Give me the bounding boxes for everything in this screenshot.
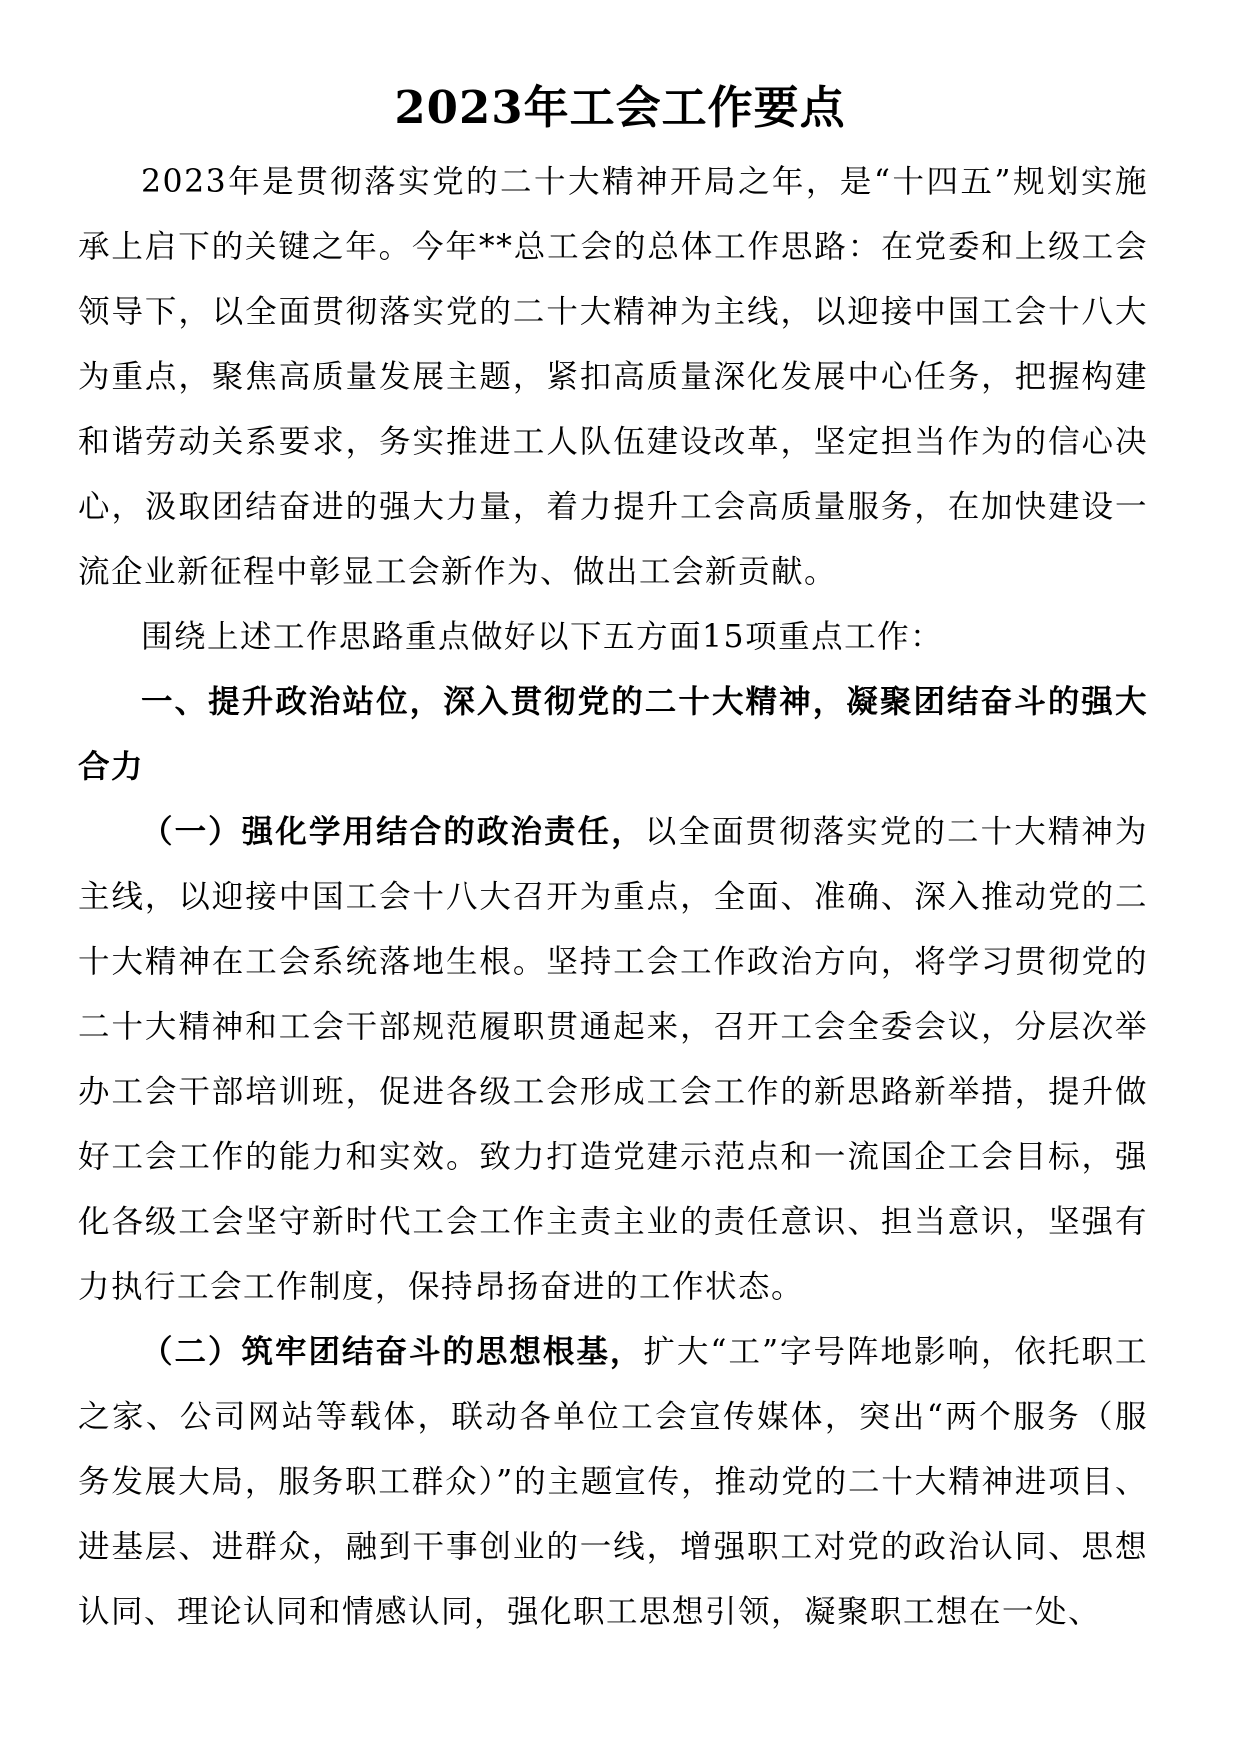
- section-1-heading: 一、提升政治站位，深入贯彻党的二十大精神，凝聚团结奋斗的强大合力: [78, 684, 1148, 785]
- intro-paragraph: 2023年是贯彻落实党的二十大精神开局之年，是“十四五”规划实施承上启下的关键之年。今年**总工会的总体工作思路：在党委和上级工会领导下，以全面贯彻落实党的二十大精神为主线，以迎接中国工会十八大为重点，聚焦高质量发展主题，紧扣高质量深化发展中心任务，把握构建和谐劳动关系要求，务实推进工人队伍建设改革，坚定担当作为的信心决心，汲取团结奋进的强大力量，着力提升工会高质量服务，在加快建设一流企业新征程中彰显工会新作为、做出工会新贡献。: [78, 164, 1148, 590]
- item-1-lead: （一）强化学用结合的政治责任，: [141, 814, 645, 850]
- item-2-paragraph: [78, 1320, 1148, 1645]
- item-1-paragraph: [78, 800, 1148, 1320]
- overview-paragraph: 围绕上述工作思路重点做好以下五方面15项重点工作：: [141, 619, 944, 655]
- document-body: [78, 150, 1148, 1645]
- item-2-lead: （二）筑牢团结奋斗的思想根基，: [141, 1334, 644, 1370]
- item-1-text: 以全面贯彻落实党的二十大精神为主线，以迎接中国工会十八大召开为重点，全面、准确、深入推动党的二十大精神在工会系统落地生根。坚持工会工作政治方向，将学习贯彻党的二十大精神和工会干部规范履职贯通起来，召开工会全委会议，分层次举办工会干部培训班，促进各级工会形成工会工作的新思路新举措，提升做好工会工作的能力和实效。致力打造党建示范点和一流国企工会目标，强化各级工会坚守新时代工会工作主责主业的责任意识、担当意识，坚强有力执行工会工作制度，保持昂扬奋进的工作状态。: [78, 814, 1148, 1305]
- item-2-text: 扩大“工”字号阵地影响，依托职工之家、公司网站等载体，联动各单位工会宣传媒体，突出“两个服务（服务发展大局，服务职工群众）”的主题宣传，推动党的二十大精神进项目、进基层、进群众，融到干事创业的一线，增强职工对党的政治认同、思想认同、理论认同和情感认同，强化职工思想引领，凝聚职工想在一处、: [78, 1334, 1148, 1630]
- document-title: 2023年工会工作要点: [394, 81, 846, 134]
